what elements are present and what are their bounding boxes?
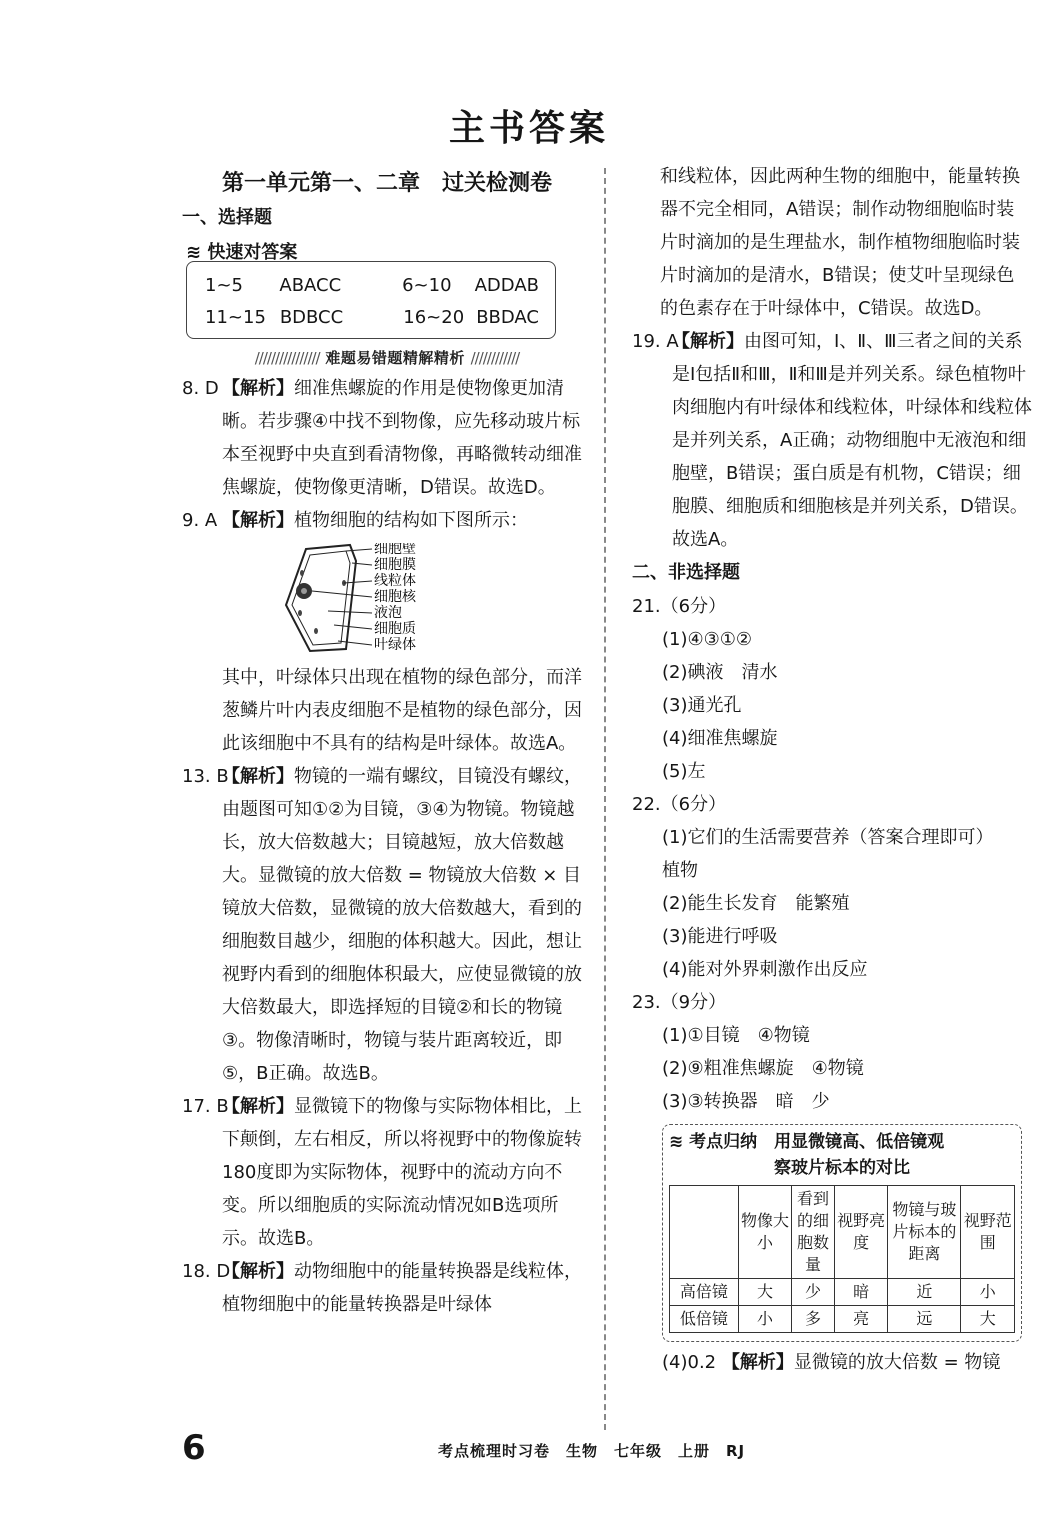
plant-cell-diagram: [272, 543, 472, 655]
section-choice: 一、选择题: [182, 207, 272, 228]
answer-8: 8. D 【解析】细准焦螺旋的作用是使物像更加清晰。若步骤④中找不到物像，应先移动玻片标本至视野中央直到看清物像，再略微转动细准焦螺旋，使物像更清晰，D错误。故选D。: [182, 378, 582, 498]
answer-19: 19. A 【解析】由图可知，Ⅰ、Ⅱ、Ⅲ三者之间的关系是Ⅰ包括Ⅱ和Ⅲ，Ⅱ和Ⅲ是并列关系。绿色植物叶肉细胞内有叶绿体和线粒体，叶绿体和线粒体是并列关系，A正确；动物细胞中无液泡和细胞壁，B错误；蛋白质是有机物，C错误；细胞膜、细胞质和细胞核是并列关系，D错误。故选A。: [632, 331, 1032, 550]
unit-title: 第一单元第一、二章 过关检测卷: [221, 171, 552, 196]
right-column: [632, 160, 1032, 1379]
answer-22-line: (3)能进行呼吸: [662, 926, 778, 947]
key-point-box: [662, 1124, 1022, 1342]
label-cytoplasm: 细胞质: [374, 621, 416, 637]
answer-23-line: (2)⑨粗准焦螺旋 ④物镜: [662, 1058, 864, 1079]
label-cell-membrane: 细胞膜: [374, 557, 416, 573]
answer-21-line: (3)通光孔: [662, 695, 742, 716]
answer-22-line: (4)能对外界刺激作出反应: [662, 959, 868, 980]
hatch-decoration-icon: ////////////: [470, 349, 520, 367]
answer-18: 18. D 【解析】动物细胞中的能量转换器是线粒体，植物细胞中的能量转换器是叶绿体: [182, 1261, 582, 1315]
key-point-heading: ≋ 考点归纳 用显微镜高、低倍镜观: [669, 1132, 945, 1152]
page-title: 主书答案: [448, 108, 609, 149]
answer-23-line: (1)①目镜 ④物镜: [662, 1025, 810, 1046]
answer-21-head: 21.（6分）: [632, 596, 727, 617]
label-chloroplast: 叶绿体: [374, 637, 416, 653]
book-title: 考点梳理时习卷 生物 七年级 上册 RJ: [438, 1442, 746, 1460]
table-row: 高倍镜 大 少 暗 近 小: [670, 1279, 1015, 1306]
wave-icon: ≋: [186, 242, 202, 263]
answer-21-line: (2)碘液 清水: [662, 662, 778, 683]
hard-problems-heading: //////////////// 难题易错题精解精析 ////////////: [254, 349, 520, 367]
quick-row: 11~15 BDBCC 16~20 BBDAC: [205, 307, 539, 328]
column-divider: [604, 168, 606, 1430]
label-vacuole: 液泡: [374, 605, 402, 621]
page-footer: [182, 1428, 1022, 1468]
answer-22-line: (2)能生长发育 能繁殖: [662, 893, 850, 914]
answer-21-line: (1)④③①②: [662, 629, 753, 650]
label-nucleus: 细胞核: [374, 589, 416, 605]
wave-icon: ≋: [669, 1132, 684, 1152]
key-point-subtitle: 察玻片标本的对比: [774, 1158, 910, 1178]
answer-22-line: (1)它们的生活需要营养（答案合理即可）: [662, 827, 994, 848]
quick-answer-block: [186, 241, 592, 339]
answer-21-line: (4)细准焦螺旋: [662, 728, 778, 749]
answer-21-line: (5)左: [662, 761, 706, 782]
label-cell-wall: 细胞壁: [374, 543, 416, 557]
answer-17: 17. B 【解析】显微镜下的物像与实际物体相比，上下颠倒，左右相反，所以将视野中的物像旋转180度即为实际物体，视野中的流动方向不变。所以细胞质的实际流动情况如B选项所示。故选B。: [182, 1096, 582, 1249]
answer-13: 13. B 【解析】物镜的一端有螺纹，目镜没有螺纹，由题图可知①②为目镜，③④为物镜。物镜越长，放大倍数越大；目镜越短，放大倍数越大。显微镜的放大倍数 = 物镜放大倍数 × 目镜放大倍数，显微镜的放大倍数越大，看到的细胞数目越少，细胞的体积越大。因此，想让视野内看到的细胞体积最大，应使显微镜的放大倍数最大，即选择短的目镜②和长的物镜③。物像清晰时，物镜与装片距离较近，即⑤，B正确。故选B。: [182, 766, 582, 1084]
answer-18-cont: 和线粒体，因此两种生物的细胞中，能量转换器不完全相同，A错误；制作动物细胞临时装片时滴加的是生理盐水，制作植物细胞临时装片时滴加的是清水，B错误；使艾叶呈现绿色的色素存在于叶绿体中，C错误。故选D。: [660, 166, 1020, 319]
answer-22-line: 植物: [662, 860, 698, 881]
answer-23-4: (4)0.2 【解析】显微镜的放大倍数 = 物镜: [662, 1352, 1001, 1373]
answer-23-line: (3)③转换器 暗 少: [662, 1091, 830, 1112]
answer-9: 9. A 【解析】植物细胞的结构如下图所示：: [182, 510, 528, 531]
table-row: 低倍镜 小 多 亮 远 大: [670, 1306, 1015, 1333]
section-nonchoice: 二、非选择题: [632, 562, 740, 583]
answer-22-head: 22.（6分）: [632, 794, 727, 815]
page-number: 6: [182, 1428, 206, 1468]
left-column: [182, 160, 592, 1321]
answer-23-head: 23.（9分）: [632, 992, 727, 1013]
quick-row: 1~5 ABACC 6~10 ADDAB: [205, 275, 539, 296]
quick-answer-box: [186, 261, 556, 339]
hatch-decoration-icon: ////////////////: [254, 349, 320, 367]
label-mitochondria: 线粒体: [374, 573, 416, 589]
table-header-row: 物像大小 看到的细胞数量 视野亮度 物镜与玻片标本的距离 视野范围: [670, 1186, 1015, 1279]
answer-9-cont: 其中，叶绿体只出现在植物的绿色部分，而洋葱鳞片叶内表皮细胞不是植物的绿色部分，因此该细胞中不具有的结构是叶绿体。故选A。: [222, 667, 582, 754]
comparison-table: [669, 1185, 1015, 1333]
quick-answer-title: ≋ 快速对答案: [186, 242, 298, 263]
